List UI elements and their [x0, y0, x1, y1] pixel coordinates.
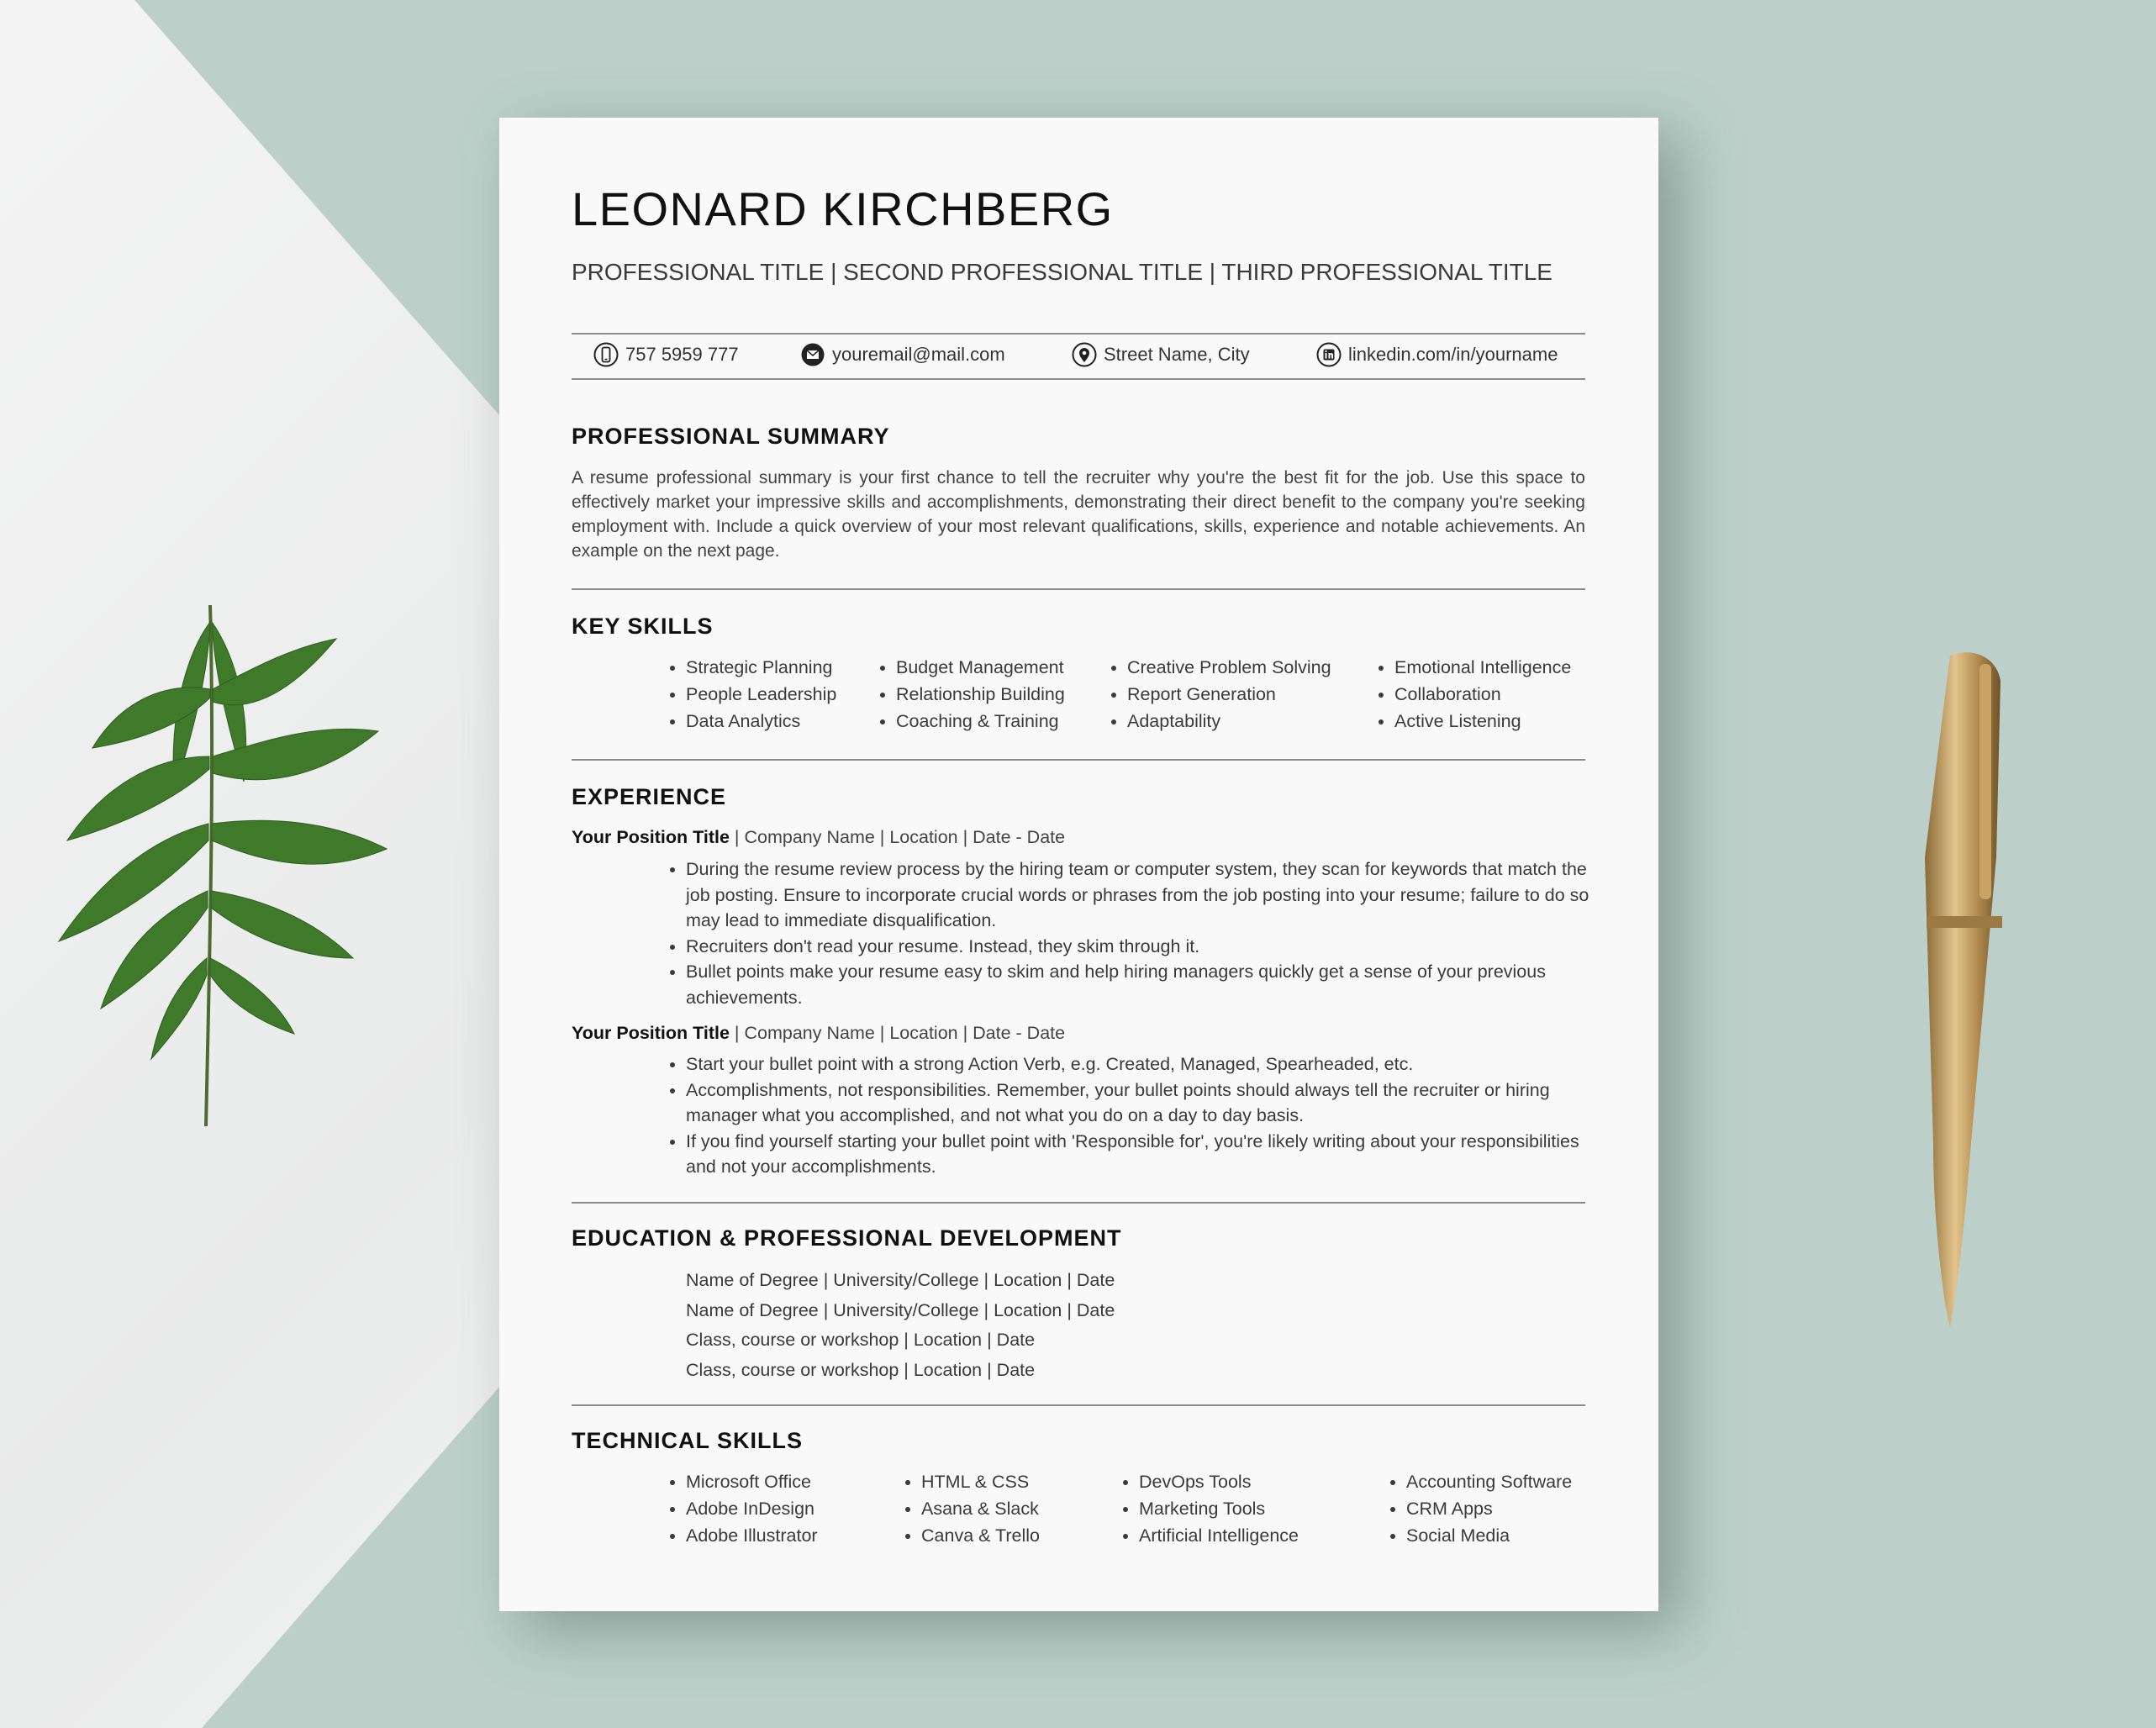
key-skills-column-2	[874, 654, 1065, 735]
job-title-line	[572, 1023, 1065, 1044]
skill-item: • Coaching & Training	[896, 708, 1065, 735]
tech-skill-item: • Marketing Tools	[1139, 1495, 1299, 1522]
email-text: youremail@mail.com	[832, 344, 1005, 365]
skill-item: • Adaptability	[1127, 708, 1331, 735]
tech-skill-item: • CRM Apps	[1406, 1495, 1572, 1522]
skill-item: • Strategic Planning	[686, 654, 836, 681]
tech-skill-item: • Adobe InDesign	[686, 1495, 818, 1522]
address-text: Street Name, City	[1104, 344, 1250, 365]
section-divider	[572, 1404, 1585, 1406]
skill-item: • Relationship Building	[896, 681, 1065, 708]
phone-text: 757 5959 777	[625, 344, 739, 365]
envelope-icon	[800, 342, 825, 367]
job-details: | Company Name | Location | Date - Date	[729, 827, 1066, 847]
contact-linkedin	[1316, 342, 1558, 367]
education-item: Name of Degree | University/College | Location | Date	[686, 1270, 1115, 1290]
job-details: | Company Name | Location | Date - Date	[729, 1023, 1066, 1043]
job-bullet: • Start your bullet point with a strong Action Verb, e.g. Created, Managed, Spearheaded, etc.	[686, 1051, 1602, 1077]
skill-item: • Collaboration	[1394, 681, 1571, 708]
job-title-line	[572, 827, 1065, 848]
gold-pen-image	[1824, 605, 2043, 1345]
skill-item: • Report Generation	[1127, 681, 1331, 708]
contact-address	[1072, 342, 1250, 367]
job-bullet: • Bullet points make your resume easy to skim and help hiring managers quickly get a sense of your previous achievements.	[686, 959, 1602, 1010]
key-skills-heading: KEY SKILLS	[572, 614, 714, 639]
tech-skill-item: • Accounting Software	[1406, 1468, 1572, 1495]
summary-text: A resume professional summary is your first chance to tell the recruiter why you're the best fit for the job. Use this space to effectively market your impressive skills and accomplishments, demonstrating their direct benefit to the company you're seeking employment with. Include a quick overview of your most relevant qualifications, skills, experience and notable achievements. An example on the next page.	[572, 468, 1585, 561]
linkedin-text: linkedin.com/in/yourname	[1348, 344, 1558, 365]
experience-heading: EXPERIENCE	[572, 784, 727, 809]
section-divider	[572, 1202, 1585, 1204]
section-divider	[572, 759, 1585, 761]
job-position-title: Your Position Title	[572, 827, 730, 847]
tech-skill-item: • Asana & Slack	[921, 1495, 1040, 1522]
skill-item: • People Leadership	[686, 681, 836, 708]
skill-item: • Data Analytics	[686, 708, 836, 735]
job-bullet: • Accomplishments, not responsibilities. Remember, your bullet points should always tell the recruiter or hiring manager what you accomplished, and not what you do on a day to day basis.	[686, 1077, 1602, 1129]
skill-item: • Creative Problem Solving	[1127, 654, 1331, 681]
skill-item: • Budget Management	[896, 654, 1065, 681]
technical-skills-column-1	[664, 1468, 818, 1549]
tech-skill-item: • Adobe Illustrator	[686, 1522, 818, 1549]
resume-name: LEONARD KIRCHBERG	[572, 182, 1114, 235]
tech-skill-item: • Social Media	[1406, 1522, 1572, 1549]
section-divider	[572, 588, 1585, 590]
technical-skills-heading: TECHNICAL SKILLS	[572, 1428, 804, 1453]
key-skills-column-4	[1373, 654, 1571, 735]
linkedin-icon	[1316, 342, 1342, 367]
technical-skills-column-4	[1384, 1468, 1572, 1549]
job-bullet: • During the resume review process by the hiring team or computer system, they scan for keywords that match the job posting. Ensure to incorporate crucial words or phrases from the job posting into your resume; failure to do so may lead to immediate disqualification.	[686, 856, 1602, 934]
phone-icon	[593, 342, 619, 367]
tech-skill-item: • HTML & CSS	[921, 1468, 1040, 1495]
contact-bar	[572, 333, 1585, 380]
resume-page	[499, 118, 1658, 1611]
job-bullet: • Recruiters don't read your resume. Instead, they skim through it.	[686, 934, 1602, 960]
education-heading: EDUCATION & PROFESSIONAL DEVELOPMENT	[572, 1225, 1122, 1251]
contact-phone	[593, 342, 739, 367]
job-position-title: Your Position Title	[572, 1023, 730, 1043]
tech-skill-item: • DevOps Tools	[1139, 1468, 1299, 1495]
location-pin-icon	[1072, 342, 1097, 367]
education-item: Class, course or workshop | Location | Date	[686, 1359, 1036, 1380]
key-skills-column-1	[664, 654, 836, 735]
technical-skills-column-2	[899, 1468, 1040, 1549]
tech-skill-item: • Microsoft Office	[686, 1468, 818, 1495]
skill-item: • Active Listening	[1394, 708, 1571, 735]
tech-skill-item: • Canva & Trello	[921, 1522, 1040, 1549]
job-bullets	[664, 1051, 1602, 1180]
contact-email	[800, 342, 1005, 367]
education-item: Class, course or workshop | Location | Date	[686, 1330, 1036, 1350]
technical-skills-column-3	[1117, 1468, 1299, 1549]
tech-skill-item: • Artificial Intelligence	[1139, 1522, 1299, 1549]
education-list	[686, 1266, 1115, 1385]
skill-item: • Emotional Intelligence	[1394, 654, 1571, 681]
education-item: Name of Degree | University/College | Location | Date	[686, 1299, 1115, 1320]
palm-leaf-image	[42, 588, 412, 1135]
key-skills-column-3	[1105, 654, 1331, 735]
professional-titles: PROFESSIONAL TITLE | SECOND PROFESSIONAL TITLE | THIRD PROFESSIONAL TITLE	[572, 259, 1552, 285]
job-bullet: • If you find yourself starting your bullet point with 'Responsible for', you're likely writing about your responsibilities and not your accomplishments.	[686, 1129, 1602, 1180]
job-bullets	[664, 856, 1602, 1010]
summary-heading: PROFESSIONAL SUMMARY	[572, 424, 890, 449]
